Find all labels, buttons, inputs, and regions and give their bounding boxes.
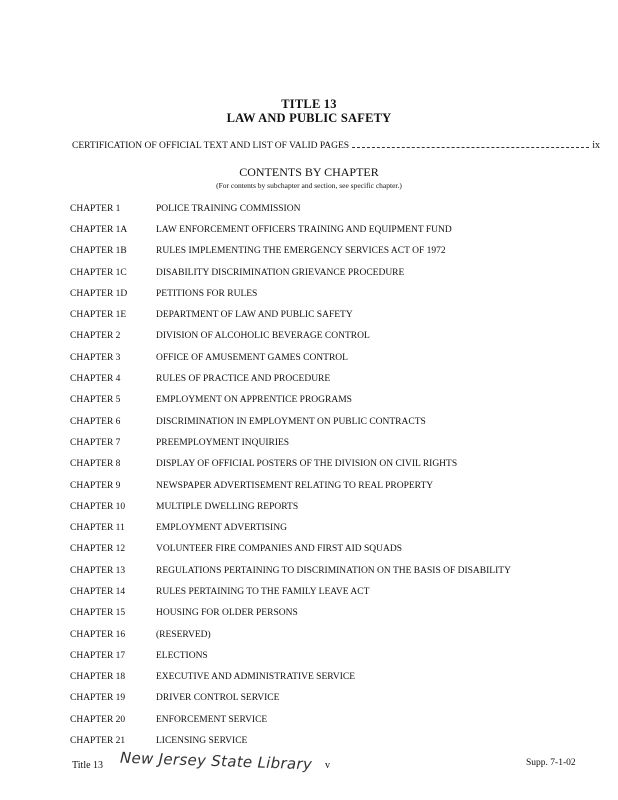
chapter-number: CHAPTER 8: [70, 459, 121, 470]
chapter-number: CHAPTER 18: [70, 672, 126, 683]
chapter-title: EXECUTIVE AND ADMINISTRATIVE SERVICE: [156, 672, 355, 683]
chapter-title: ELECTIONS: [156, 650, 208, 661]
certification-entry[interactable]: [72, 139, 600, 153]
chapter-row[interactable]: [70, 241, 570, 262]
chapter-row[interactable]: [70, 198, 570, 219]
chapter-row[interactable]: [70, 283, 570, 304]
chapter-number: CHAPTER 1D: [70, 288, 128, 299]
chapter-row[interactable]: [70, 475, 570, 496]
chapter-number: CHAPTER 2: [70, 331, 121, 342]
chapter-number: CHAPTER 21: [70, 736, 126, 747]
certification-text: CERTIFICATION OF OFFICIAL TEXT AND LIST OF VALID PAGES: [72, 141, 350, 151]
chapter-title: (RESERVED): [156, 629, 211, 640]
chapter-row[interactable]: [70, 645, 570, 666]
chapter-row[interactable]: [70, 454, 570, 475]
chapter-title: NEWSPAPER ADVERTISEMENT RELATING TO REAL PROPERTY: [156, 480, 434, 491]
chapter-number: CHAPTER 1A: [70, 224, 128, 235]
chapter-title: RULES PERTAINING TO THE FAMILY LEAVE ACT: [156, 586, 370, 597]
contents-note: (For contents by subchapter and section, see specific chapter.): [216, 181, 402, 190]
chapter-row[interactable]: [70, 667, 570, 688]
chapter-list: [70, 198, 570, 752]
chapter-row[interactable]: [70, 496, 570, 517]
chapter-number: CHAPTER 1E: [70, 310, 127, 321]
chapter-row[interactable]: [70, 432, 570, 453]
chapter-number: CHAPTER 15: [70, 608, 126, 619]
chapter-row[interactable]: [70, 517, 570, 538]
chapter-title: RULES IMPLEMENTING THE EMERGENCY SERVICES ACT OF 1972: [156, 246, 446, 257]
chapter-title: DISABILITY DISCRIMINATION GRIEVANCE PROCEDURE: [156, 267, 405, 278]
chapter-row[interactable]: [70, 262, 570, 283]
chapter-title: OFFICE OF AMUSEMENT GAMES CONTROL: [156, 352, 348, 363]
chapter-row[interactable]: [70, 368, 570, 389]
chapter-title: POLICE TRAINING COMMISSION: [156, 203, 301, 214]
contents-heading: CONTENTS BY CHAPTER: [239, 165, 379, 179]
chapter-number: CHAPTER 19: [70, 693, 126, 704]
chapter-number: CHAPTER 7: [70, 437, 121, 448]
supplement-date: Supp. 7-1-02: [526, 758, 576, 768]
chapter-title: PREEMPLOYMENT INQUIRIES: [156, 437, 290, 448]
chapter-number: CHAPTER 1B: [70, 246, 127, 257]
chapter-row[interactable]: [70, 688, 570, 709]
chapter-title: RULES OF PRACTICE AND PROCEDURE: [156, 374, 331, 385]
chapter-row[interactable]: [70, 624, 570, 645]
chapter-number: CHAPTER 5: [70, 395, 121, 406]
chapter-title: DISCRIMINATION IN EMPLOYMENT ON PUBLIC CONTRACTS: [156, 416, 426, 427]
chapter-number: CHAPTER 12: [70, 544, 126, 555]
chapter-row[interactable]: [70, 539, 570, 560]
chapter-title: EMPLOYMENT ON APPRENTICE PROGRAMS: [156, 395, 352, 406]
chapter-title: DISPLAY OF OFFICIAL POSTERS OF THE DIVISION ON CIVIL RIGHTS: [156, 459, 458, 470]
chapter-title: DRIVER CONTROL SERVICE: [156, 693, 280, 704]
chapter-title: ENFORCEMENT SERVICE: [156, 714, 268, 725]
chapter-row[interactable]: [70, 411, 570, 432]
chapter-number: CHAPTER 14: [70, 586, 126, 597]
chapter-row[interactable]: [70, 390, 570, 411]
chapter-title: VOLUNTEER FIRE COMPANIES AND FIRST AID SQUADS: [156, 544, 402, 555]
title-line-2: LAW AND PUBLIC SAFETY: [226, 111, 392, 125]
chapter-number: CHAPTER 3: [70, 352, 121, 363]
chapter-number: CHAPTER 9: [70, 480, 121, 491]
chapter-number: CHAPTER 20: [70, 714, 126, 725]
footer-title: Title 13: [72, 760, 104, 771]
chapter-number: CHAPTER 4: [70, 374, 121, 385]
chapter-number: CHAPTER 16: [70, 629, 126, 640]
page-footer: [0, 748, 618, 782]
chapter-row[interactable]: [70, 326, 570, 347]
chapter-title: PETITIONS FOR RULES: [156, 288, 258, 299]
certification-page: ix: [592, 140, 600, 151]
chapter-row[interactable]: [70, 581, 570, 602]
chapter-row[interactable]: [70, 304, 570, 325]
chapter-title: DIVISION OF ALCOHOLIC BEVERAGE CONTROL: [156, 331, 370, 342]
chapter-title: LICENSING SERVICE: [156, 736, 248, 747]
chapter-number: CHAPTER 10: [70, 501, 126, 512]
title-line-1: TITLE 13: [281, 97, 337, 111]
chapter-row[interactable]: [70, 560, 570, 581]
library-stamp: New Jersey State Library: [119, 748, 313, 774]
page-number: v: [325, 760, 330, 771]
chapter-title: DEPARTMENT OF LAW AND PUBLIC SAFETY: [156, 310, 353, 321]
chapter-row[interactable]: [70, 347, 570, 368]
chapter-title: EMPLOYMENT ADVERTISING: [156, 523, 287, 534]
chapter-title: HOUSING FOR OLDER PERSONS: [156, 608, 298, 619]
chapter-number: CHAPTER 13: [70, 565, 126, 576]
chapter-number: CHAPTER 11: [70, 523, 125, 534]
chapter-title: REGULATIONS PERTAINING TO DISCRIMINATION ON THE BASIS OF DISABILITY: [156, 565, 511, 576]
chapter-title: MULTIPLE DWELLING REPORTS: [156, 501, 299, 512]
chapter-number: CHAPTER 17: [70, 650, 126, 661]
chapter-number: CHAPTER 1C: [70, 267, 127, 278]
chapter-row[interactable]: [70, 219, 570, 240]
leader-dots: [352, 139, 589, 148]
chapter-row[interactable]: [70, 603, 570, 624]
chapter-row[interactable]: [70, 709, 570, 730]
chapter-number: CHAPTER 6: [70, 416, 121, 427]
chapter-number: CHAPTER 1: [70, 203, 121, 214]
chapter-title: LAW ENFORCEMENT OFFICERS TRAINING AND EQUIPMENT FUND: [156, 224, 452, 235]
